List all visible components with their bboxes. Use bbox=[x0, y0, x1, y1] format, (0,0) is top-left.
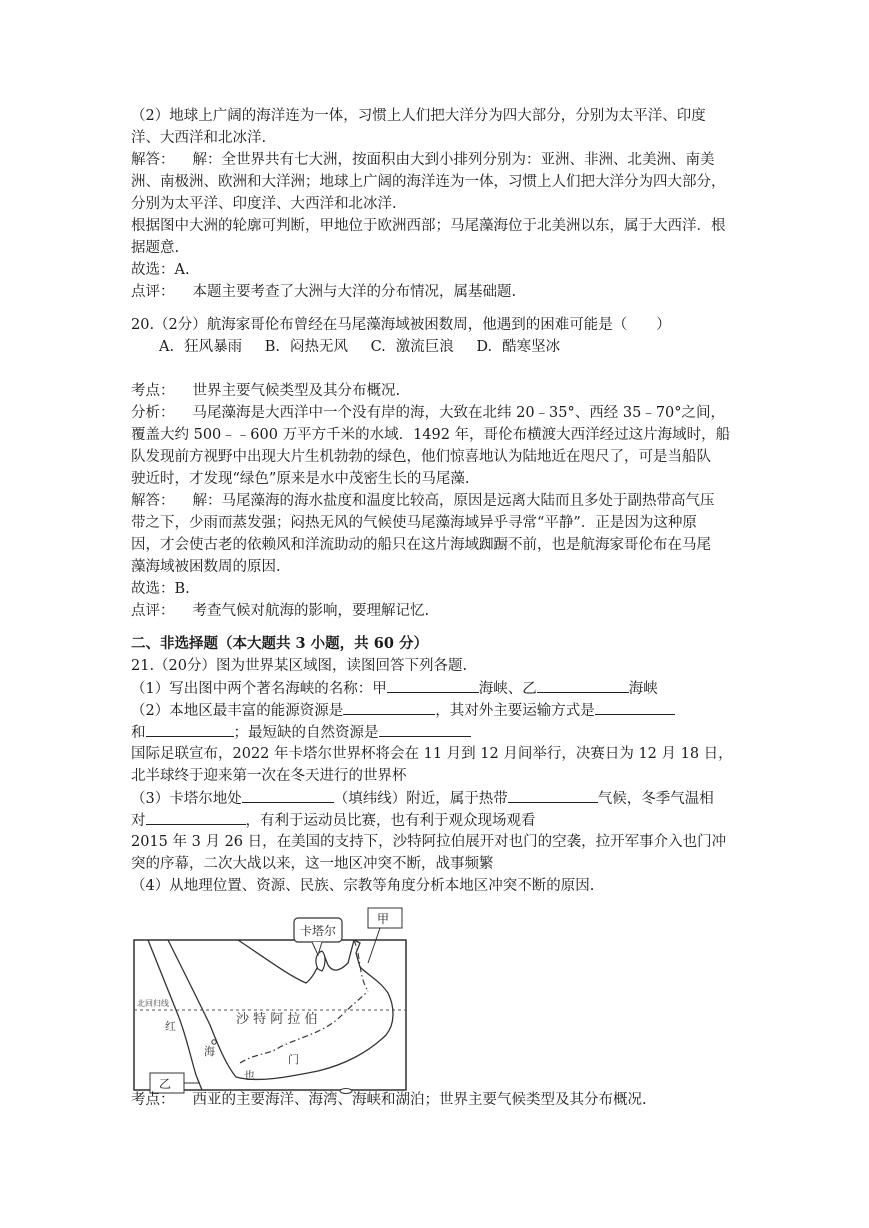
q19-answer-line: 洲、南极洲、欧洲和大洋洲；地球上广阔的海洋连为一体，习惯上人们把大洋分为四大部分， bbox=[131, 174, 726, 190]
q21-part3-text: （填纬线）附近，属于热带 bbox=[333, 791, 508, 807]
q20-analysis-line: 覆盖大约 500﹣﹣600 万平方千米的水域．1492 年，哥伦布横渡大西洋经过这片海域时，船 bbox=[131, 427, 731, 443]
q21-point-line bbox=[131, 1090, 647, 1110]
q21-stem: 21.（20分）图为世界某区域图，读图回答下列各题. bbox=[131, 658, 468, 674]
yemen-label-1: 也 bbox=[244, 1069, 255, 1082]
q19-review-line bbox=[131, 282, 516, 302]
answer-blank bbox=[387, 678, 479, 693]
answer-blank bbox=[508, 788, 598, 803]
q21-intro-line: 北半球终于迎来第一次在冬天进行的世界杯 bbox=[131, 768, 407, 784]
option-c bbox=[371, 337, 454, 357]
review-text: 本题主要考查了大洲与大洋的分布情况，属基础题. bbox=[192, 284, 517, 300]
analysis-text: 马尾藻海是大西洋中一个没有岸的海，大致在北纬 20﹣35°、西经 35﹣70°之间， bbox=[192, 405, 726, 421]
q21-part2-text: （2）本地区最丰富的能源资源是 bbox=[131, 703, 344, 719]
q21-part3-cont bbox=[131, 810, 536, 831]
q19-answer-line: 根据图中大洲的轮廓可判断，甲地位于欧洲西部；马尾藻海位于北美洲以东，属于大西洋．根 bbox=[131, 218, 726, 234]
q21-part3-text: 气候，冬季气温相 bbox=[597, 791, 714, 807]
q19-choice: 故选：A. bbox=[131, 262, 190, 278]
q20-answer-line: 因，才会使古老的依赖风和洋流助动的船只在这片海域踟蹰不前，也是航海家哥伦布在马尾 bbox=[131, 537, 711, 553]
yemen-label-2: 门 bbox=[288, 1053, 299, 1066]
q19-answer-line: 分别为太平洋、印度洋、大西洋和北冰洋. bbox=[131, 196, 397, 212]
city-dot bbox=[212, 1040, 216, 1044]
answer-blank bbox=[146, 722, 234, 737]
option-text: 闷热无风 bbox=[289, 339, 348, 355]
callout-qatar-label: 卡塔尔 bbox=[300, 924, 337, 938]
q19-text-line: （2）地球上广阔的海洋连为一体，习惯上人们把大洋分为四大部分，分别为太平洋、印度 bbox=[131, 108, 706, 124]
callout-yi-label: 乙 bbox=[159, 1077, 172, 1091]
tropic-label: 北回归线 bbox=[137, 999, 169, 1008]
q21-part3-text: ，有利于运动员比赛，也有利于观众现场观看 bbox=[245, 813, 536, 829]
q21-part2-cont bbox=[131, 722, 471, 743]
answer-text: 解：马尾藻海的海水盐度和温度比较高，原因是远离大陆而且多处于副热带高气压 bbox=[192, 493, 715, 509]
q21-part1-text: 海峡、乙 bbox=[478, 681, 537, 697]
q20-review-line bbox=[131, 601, 429, 621]
q21-part3-text: 对 bbox=[131, 813, 146, 829]
q20-answer-line bbox=[131, 491, 715, 511]
q21-part1-text: 海峡 bbox=[628, 681, 658, 697]
q20-analysis-line bbox=[131, 403, 725, 423]
q21-intro-line: 突的序幕，二次大战以来，这一地区冲突不断，战事频繁 bbox=[131, 856, 494, 872]
point-text: 世界主要气候类型及其分布概况. bbox=[192, 383, 401, 399]
section-heading: 二、非选择题（本大题共 3 小题，共 60 分） bbox=[131, 635, 428, 652]
option-text: 狂风暴雨 bbox=[184, 339, 243, 355]
option-letter: A. bbox=[159, 339, 175, 355]
callout-jia-label: 甲 bbox=[377, 912, 390, 926]
q21-part3-text: （3）卡塔尔地处 bbox=[131, 791, 242, 807]
q21-part1-text: （1）写出图中两个著名海峡的名称：甲 bbox=[131, 681, 387, 697]
point-text: 西亚的主要海洋、海湾、海峡和湖泊；世界主要气候类型及其分布概况. bbox=[192, 1092, 647, 1108]
q20-options bbox=[131, 337, 578, 357]
q19-answer-line: 据题意. bbox=[131, 240, 180, 256]
option-letter: B. bbox=[264, 339, 280, 355]
answer-label: 解答： bbox=[131, 493, 175, 509]
q19-text-line: 洋、大西洋和北冰洋. bbox=[131, 130, 267, 146]
q20-analysis-line: 驶近时，才发现“绿色”原来是水中茂密生长的马尾藻. bbox=[131, 471, 470, 487]
q20-analysis-line: 队发现前方视野中出现大片生机勃勃的绿色，他们惊喜地认为陆地近在咫尺了，可是当船队 bbox=[131, 449, 711, 465]
q21-part2 bbox=[131, 700, 675, 721]
option-b bbox=[265, 337, 348, 357]
q19-answer-line bbox=[131, 150, 715, 170]
point-label: 考点： bbox=[131, 1092, 175, 1108]
q21-intro-line: 国际足联宣布，2022 年卡塔尔世界杯将会在 11 月到 12 月间举行，决赛日为 12 月 18 日， bbox=[131, 746, 733, 762]
option-letter: C. bbox=[370, 339, 386, 355]
q21-part1 bbox=[131, 678, 658, 699]
q21-part4: （4）从地理位置、资源、民族、宗教等角度分析本地区冲突不断的原因. bbox=[131, 878, 595, 894]
q21-part2-text: ，其对外主要运输方式是 bbox=[435, 703, 595, 719]
option-d bbox=[476, 337, 560, 357]
point-label: 考点： bbox=[131, 383, 175, 399]
red-sea-label-1: 红 bbox=[165, 1020, 176, 1033]
option-letter: D. bbox=[476, 339, 493, 355]
option-text: 激流巨浪 bbox=[395, 339, 454, 355]
answer-blank bbox=[379, 722, 471, 737]
q21-part2-text: ；最短缺的自然资源是 bbox=[233, 725, 379, 741]
review-label: 点评： bbox=[131, 603, 175, 619]
review-label: 点评： bbox=[131, 284, 175, 300]
answer-text: 解：全世界共有七大洲，按面积由大到小排列分别为：亚洲、非洲、北美洲、南美 bbox=[192, 152, 715, 168]
red-sea-label-2: 海 bbox=[204, 1045, 215, 1058]
review-text: 考查气候对航海的影响，要理解记忆. bbox=[192, 603, 430, 619]
option-text: 酷寒坚冰 bbox=[502, 339, 561, 355]
answer-label: 解答： bbox=[131, 152, 175, 168]
q21-part3 bbox=[131, 788, 714, 809]
q20-stem: 20.（2分）航海家哥伦布曾经在马尾藻海域被困数周，他遇到的困难可能是（ ） bbox=[131, 317, 671, 333]
q20-point-line bbox=[131, 381, 400, 401]
q20-answer-line: 藻海域被困数周的原因. bbox=[131, 559, 281, 575]
q21-part2-text: 和 bbox=[131, 725, 146, 741]
answer-blank bbox=[595, 700, 675, 715]
region-map bbox=[128, 905, 413, 1102]
saudi-label: 沙 特 阿 拉 伯 bbox=[236, 1012, 318, 1027]
q21-intro-line: 2015 年 3 月 26 日，在美国的支持下，沙特阿拉伯展开对也门的空袭，拉开军事介入也门冲 bbox=[131, 834, 727, 850]
analysis-label: 分析： bbox=[131, 405, 175, 421]
answer-blank bbox=[537, 678, 629, 693]
answer-blank bbox=[343, 700, 435, 715]
option-a bbox=[159, 337, 242, 357]
answer-blank bbox=[146, 810, 246, 825]
q20-answer-line: 带之下，少雨而蒸发强；闷热无风的气候使马尾藻海域异乎寻常“平静”．正是因为这种原 bbox=[131, 515, 697, 531]
q20-choice: 故选：B. bbox=[131, 581, 190, 597]
answer-blank bbox=[242, 788, 334, 803]
